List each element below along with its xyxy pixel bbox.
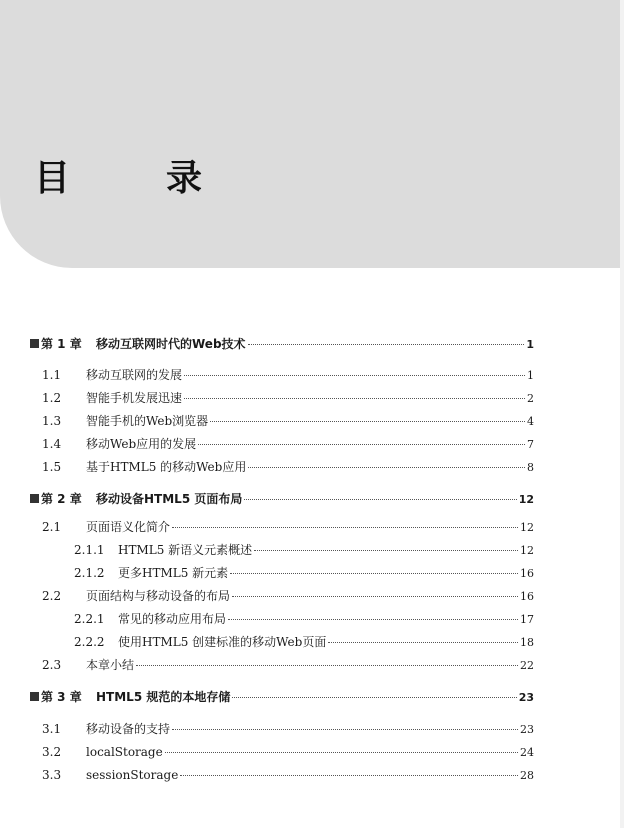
toc-entry-number-text: 第 3 章 — [41, 690, 82, 704]
dot-leader — [248, 344, 525, 345]
toc-entry-number-text: 2.1.2 — [74, 566, 105, 580]
toc-subsection-entry[interactable] — [30, 543, 534, 558]
dot-leader — [230, 573, 518, 574]
header-band — [0, 0, 620, 268]
dot-leader — [232, 596, 518, 597]
toc-entry-title: 基于HTML5 的移动Web应用 — [86, 460, 247, 474]
toc-entry-number-text: 2.3 — [42, 658, 62, 672]
toc-entry-number-text: 1.1 — [42, 368, 62, 382]
toc-entry-title: 使用HTML5 创建标准的移动Web页面 — [118, 635, 327, 649]
toc-entry-page-number: 2 — [527, 392, 534, 405]
toc-entry-title: 移动互联网的发展 — [86, 368, 183, 382]
toc-entry-title: 移动设备的支持 — [86, 722, 171, 736]
toc-entry-page-number: 1 — [527, 369, 534, 382]
toc-entry-number — [30, 414, 86, 428]
dot-leader — [232, 697, 516, 698]
toc-chapter-entry[interactable] — [30, 690, 534, 705]
dot-leader — [328, 642, 518, 643]
square-bullet-icon — [30, 692, 39, 701]
toc-section-entry[interactable] — [30, 745, 534, 760]
page-edge — [620, 0, 624, 828]
toc-entry-page-number: 16 — [520, 567, 534, 580]
toc-entry-number — [30, 437, 86, 451]
toc-entry-number-text: 1.2 — [42, 391, 62, 405]
toc-section-entry[interactable] — [30, 437, 534, 452]
toc-entry-title: 更多HTML5 新元素 — [118, 566, 229, 580]
toc-section-entry[interactable] — [30, 391, 534, 406]
toc-entry-page-number: 23 — [520, 723, 534, 736]
toc-section-entry[interactable] — [30, 658, 534, 673]
toc-entry-page-number: 12 — [518, 493, 534, 506]
toc-entry-number-text: 1.4 — [42, 437, 62, 451]
toc-entry-number — [30, 658, 86, 672]
toc-entry-number — [30, 566, 118, 580]
toc-entry-number — [30, 492, 96, 506]
dot-leader — [248, 467, 525, 468]
toc-entry-number-text: 2.2.2 — [74, 635, 105, 649]
toc-entry-number — [30, 768, 86, 782]
toc-entry-title: 本章小结 — [86, 658, 135, 672]
toc-entry-number-text: 3.2 — [42, 745, 62, 759]
toc-entry-number-text: 2.1 — [42, 520, 62, 534]
dot-leader — [184, 375, 525, 376]
toc-entry-page-number: 23 — [518, 691, 534, 704]
toc-entry-title: 移动设备HTML5 页面布局 — [96, 492, 243, 506]
square-bullet-icon — [30, 339, 39, 348]
dot-leader — [180, 775, 518, 776]
toc-entry-page-number: 16 — [520, 590, 534, 603]
toc-entry-number — [30, 635, 118, 649]
toc-entry-page-number: 24 — [520, 746, 534, 759]
toc-section-entry[interactable] — [30, 722, 534, 737]
toc-entry-number-text: 2.2 — [42, 589, 62, 603]
toc-entry-title: 常见的移动应用布局 — [118, 612, 227, 626]
dot-leader — [228, 619, 518, 620]
toc-entry-title: 页面语义化简介 — [86, 520, 171, 534]
toc-entry-number — [30, 391, 86, 405]
toc-entry-title: localStorage — [86, 745, 163, 759]
dot-leader — [172, 729, 518, 730]
toc-entry-number — [30, 690, 96, 704]
toc-entry-number-text: 2.1.1 — [74, 543, 105, 557]
toc-entry-title: 移动互联网时代的Web技术 — [96, 337, 246, 351]
dot-leader — [172, 527, 518, 528]
toc-entry-page-number: 8 — [527, 461, 534, 474]
toc-entry-title: 智能手机发展迅速 — [86, 391, 183, 405]
toc-entry-number-text: 1.3 — [42, 414, 62, 428]
toc-entry-title: sessionStorage — [86, 768, 179, 782]
toc-entry-page-number: 17 — [520, 613, 534, 626]
toc-section-entry[interactable] — [30, 768, 534, 783]
toc-section-entry[interactable] — [30, 368, 534, 383]
dot-leader — [165, 752, 518, 753]
toc-entry-number — [30, 543, 118, 557]
dot-leader — [136, 665, 518, 666]
dot-leader — [184, 398, 525, 399]
toc-entry-number-text: 2.2.1 — [74, 612, 105, 626]
toc-section-entry[interactable] — [30, 414, 534, 429]
toc-entry-number — [30, 460, 86, 474]
toc-entry-page-number: 18 — [520, 636, 534, 649]
toc-subsection-entry[interactable] — [30, 612, 534, 627]
toc-entry-number-text: 第 1 章 — [41, 337, 82, 351]
toc-entry-number — [30, 337, 96, 351]
toc-entry-page-number: 4 — [527, 415, 534, 428]
toc-entry-title: HTML5 新语义元素概述 — [118, 543, 253, 557]
toc-entry-page-number: 7 — [527, 438, 534, 451]
dot-leader — [210, 421, 525, 422]
toc-chapter-entry[interactable] — [30, 337, 534, 352]
toc-entry-page-number: 12 — [520, 544, 534, 557]
toc-entry-number-text: 3.3 — [42, 768, 62, 782]
toc-section-entry[interactable] — [30, 520, 534, 535]
toc-entry-number — [30, 589, 86, 603]
page-title: 目 录 — [34, 158, 233, 199]
dot-leader — [244, 499, 516, 500]
toc-entry-title: 移动Web应用的发展 — [86, 437, 197, 451]
dot-leader — [254, 550, 518, 551]
toc-entry-title: 页面结构与移动设备的布局 — [86, 589, 231, 603]
toc-entry-number — [30, 745, 86, 759]
toc-entry-number — [30, 368, 86, 382]
toc-section-entry[interactable] — [30, 460, 534, 475]
toc-subsection-entry[interactable] — [30, 566, 534, 581]
toc-section-entry[interactable] — [30, 589, 534, 604]
toc-entry-number — [30, 612, 118, 626]
toc-entry-page-number: 12 — [520, 521, 534, 534]
toc-entry-page-number: 22 — [520, 659, 534, 672]
toc-entry-title: HTML5 规范的本地存储 — [96, 690, 231, 704]
toc-entry-page-number: 1 — [526, 338, 534, 351]
toc-entry-number — [30, 722, 86, 736]
toc-entry-title: 智能手机的Web浏览器 — [86, 414, 209, 428]
square-bullet-icon — [30, 494, 39, 503]
dot-leader — [198, 444, 525, 445]
toc-entry-number-text: 第 2 章 — [41, 492, 82, 506]
toc-entry-number-text: 1.5 — [42, 460, 62, 474]
toc-chapter-entry[interactable] — [30, 492, 534, 507]
toc-entry-number — [30, 520, 86, 534]
toc-entry-page-number: 28 — [520, 769, 534, 782]
toc-subsection-entry[interactable] — [30, 635, 534, 650]
toc-entry-number-text: 3.1 — [42, 722, 62, 736]
